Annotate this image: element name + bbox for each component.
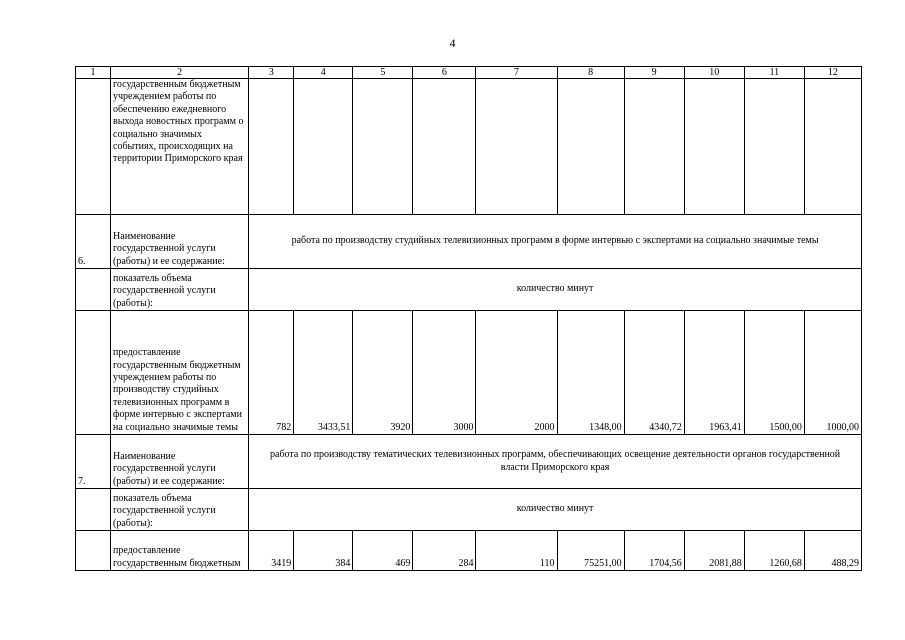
value-cell: 2000 [476,311,557,435]
column-header: 7 [476,67,557,79]
value-cell: 384 [294,531,353,571]
column-header: 11 [744,67,804,79]
value-cell [353,79,413,215]
row-number [76,311,111,435]
row-number [76,489,111,531]
value-cell: 1348,00 [557,311,624,435]
merged-description: работа по производству тематических телевизионных программ, обеспечивающих освещение деятельности органов государственной власти Приморского края [249,435,862,489]
value-cell: 3920 [353,311,413,435]
row-name: государственным бюджетным учреждением работы по обеспечению ежедневного выхода новостных программ о социально значимых событиях, происходящих на территории Приморского края [111,79,249,215]
column-header: 6 [413,67,476,79]
value-cell [804,79,861,215]
value-cell [249,79,294,215]
value-cell: 1500,00 [744,311,804,435]
table-row [76,531,862,571]
value-cell [744,79,804,215]
value-cell [476,79,557,215]
value-cell: 488,29 [804,531,861,571]
value-cell [413,79,476,215]
row-number [76,269,111,311]
row-number: 7. [76,435,111,489]
value-cell: 2081,88 [684,531,744,571]
value-cell [294,79,353,215]
column-header: 2 [111,67,249,79]
column-header-row [76,67,862,79]
row-name: Наименование государственной услуги (работы) и ее содержание: [111,215,249,269]
value-cell [624,79,684,215]
value-cell: 1260,68 [744,531,804,571]
services-table [75,66,862,571]
column-header: 5 [353,67,413,79]
table-row [76,489,862,531]
value-cell: 469 [353,531,413,571]
merged-description: количество минут [249,269,862,311]
value-cell: 1000,00 [804,311,861,435]
row-name: предоставление государственным бюджетным учреждением работы по производству студийных телевизионных программ в форме интервью с экспертами на социально значимые темы [111,311,249,435]
page-number: 4 [449,36,456,50]
column-header: 4 [294,67,353,79]
column-header: 9 [624,67,684,79]
column-header: 8 [557,67,624,79]
value-cell: 1963,41 [684,311,744,435]
row-name: Наименование государственной услуги (работы) и ее содержание: [111,435,249,489]
table-row [76,311,862,435]
value-cell: 782 [249,311,294,435]
column-header: 12 [804,67,861,79]
row-name: предоставление государственным бюджетным [111,531,249,571]
value-cell: 3419 [249,531,294,571]
row-number [76,79,111,215]
table-row [76,79,862,215]
value-cell: 75251,00 [557,531,624,571]
value-cell: 284 [413,531,476,571]
value-cell [684,79,744,215]
row-name: показатель объема государственной услуги (работы): [111,269,249,311]
value-cell: 3000 [413,311,476,435]
value-cell: 1704,56 [624,531,684,571]
table-row [76,269,862,311]
column-header: 1 [76,67,111,79]
table-row [76,435,862,489]
row-number [76,531,111,571]
value-cell: 4340,72 [624,311,684,435]
value-cell: 110 [476,531,557,571]
merged-description: работа по производству студийных телевизионных программ в форме интервью с экспертами на социально значимые темы [249,215,862,269]
column-header: 3 [249,67,294,79]
row-name: показатель объема государственной услуги (работы): [111,489,249,531]
column-header: 10 [684,67,744,79]
row-number: 6. [76,215,111,269]
value-cell: 3433,51 [294,311,353,435]
value-cell [557,79,624,215]
table-row [76,215,862,269]
merged-description: количество минут [249,489,862,531]
